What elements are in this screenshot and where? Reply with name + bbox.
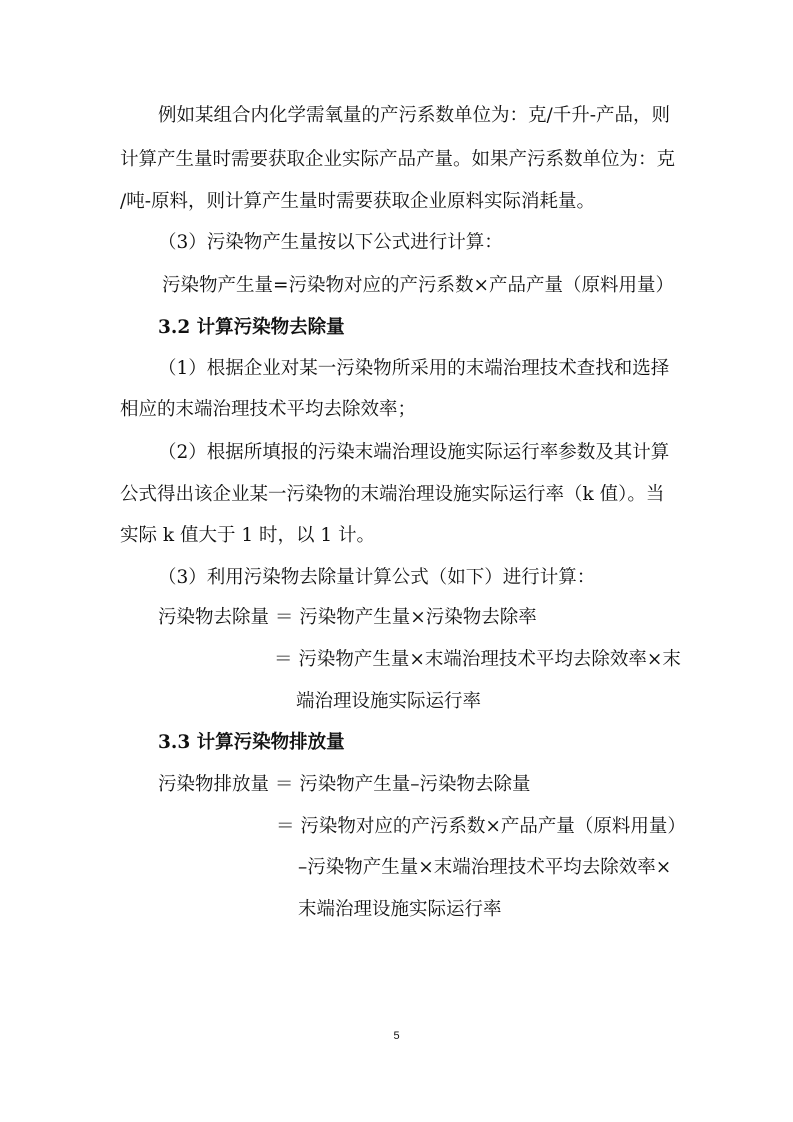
- paragraph-line: 实际 k 值大于 1 时，以 1 计。: [120, 525, 376, 546]
- paragraph-line: 相应的末端治理技术平均去除效率；: [120, 399, 417, 420]
- paragraph-line: 例如某组合内化学需氧量的产污系数单位为：克/千升-产品，则: [158, 105, 670, 126]
- formula-line: 端治理设施实际运行率: [296, 691, 482, 712]
- formula-line: ＝ 污染物产生量×末端治理技术平均去除效率×末: [274, 649, 681, 670]
- paragraph-line: 计算产生量时需要获取企业实际产品产量。如果产污系数单位为：克: [120, 149, 676, 170]
- paragraph-line: 公式得出该企业某一污染物的末端治理设施实际运行率（k 值）。当: [120, 484, 665, 505]
- section-heading: 3.3 计算污染物排放量: [158, 732, 345, 753]
- paragraph-line: （3）利用污染物去除量计算公式（如下）进行计算：: [158, 567, 596, 588]
- formula-line: ＝ 污染物对应的产污系数×产品产量（原料用量）: [276, 816, 686, 837]
- paragraph-line: （3）污染物产生量按以下公式进行计算：: [158, 232, 503, 253]
- paragraph-line: （1）根据企业对某一污染物所采用的末端治理技术查找和选择: [158, 358, 670, 379]
- paragraph-line: /吨-原料，则计算产生量时需要获取企业原料实际消耗量。: [120, 191, 595, 212]
- formula-line: –污染物产生量×末端治理技术平均去除效率×: [298, 857, 672, 878]
- section-heading: 3.2 计算污染物去除量: [158, 317, 345, 338]
- formula-line: 污染物排放量 ＝ 污染物产生量–污染物去除量: [158, 774, 531, 795]
- formula-line: 末端治理设施实际运行率: [298, 899, 502, 920]
- page-number: 5: [393, 1030, 400, 1042]
- paragraph-line: （2）根据所填报的污染末端治理设施实际运行率参数及其计算: [158, 442, 670, 463]
- formula-line: 污染物产生量=污染物对应的产污系数×产品产量（原料用量）: [162, 275, 675, 296]
- formula-line: 污染物去除量 ＝ 污染物产生量×污染物去除率: [158, 607, 537, 628]
